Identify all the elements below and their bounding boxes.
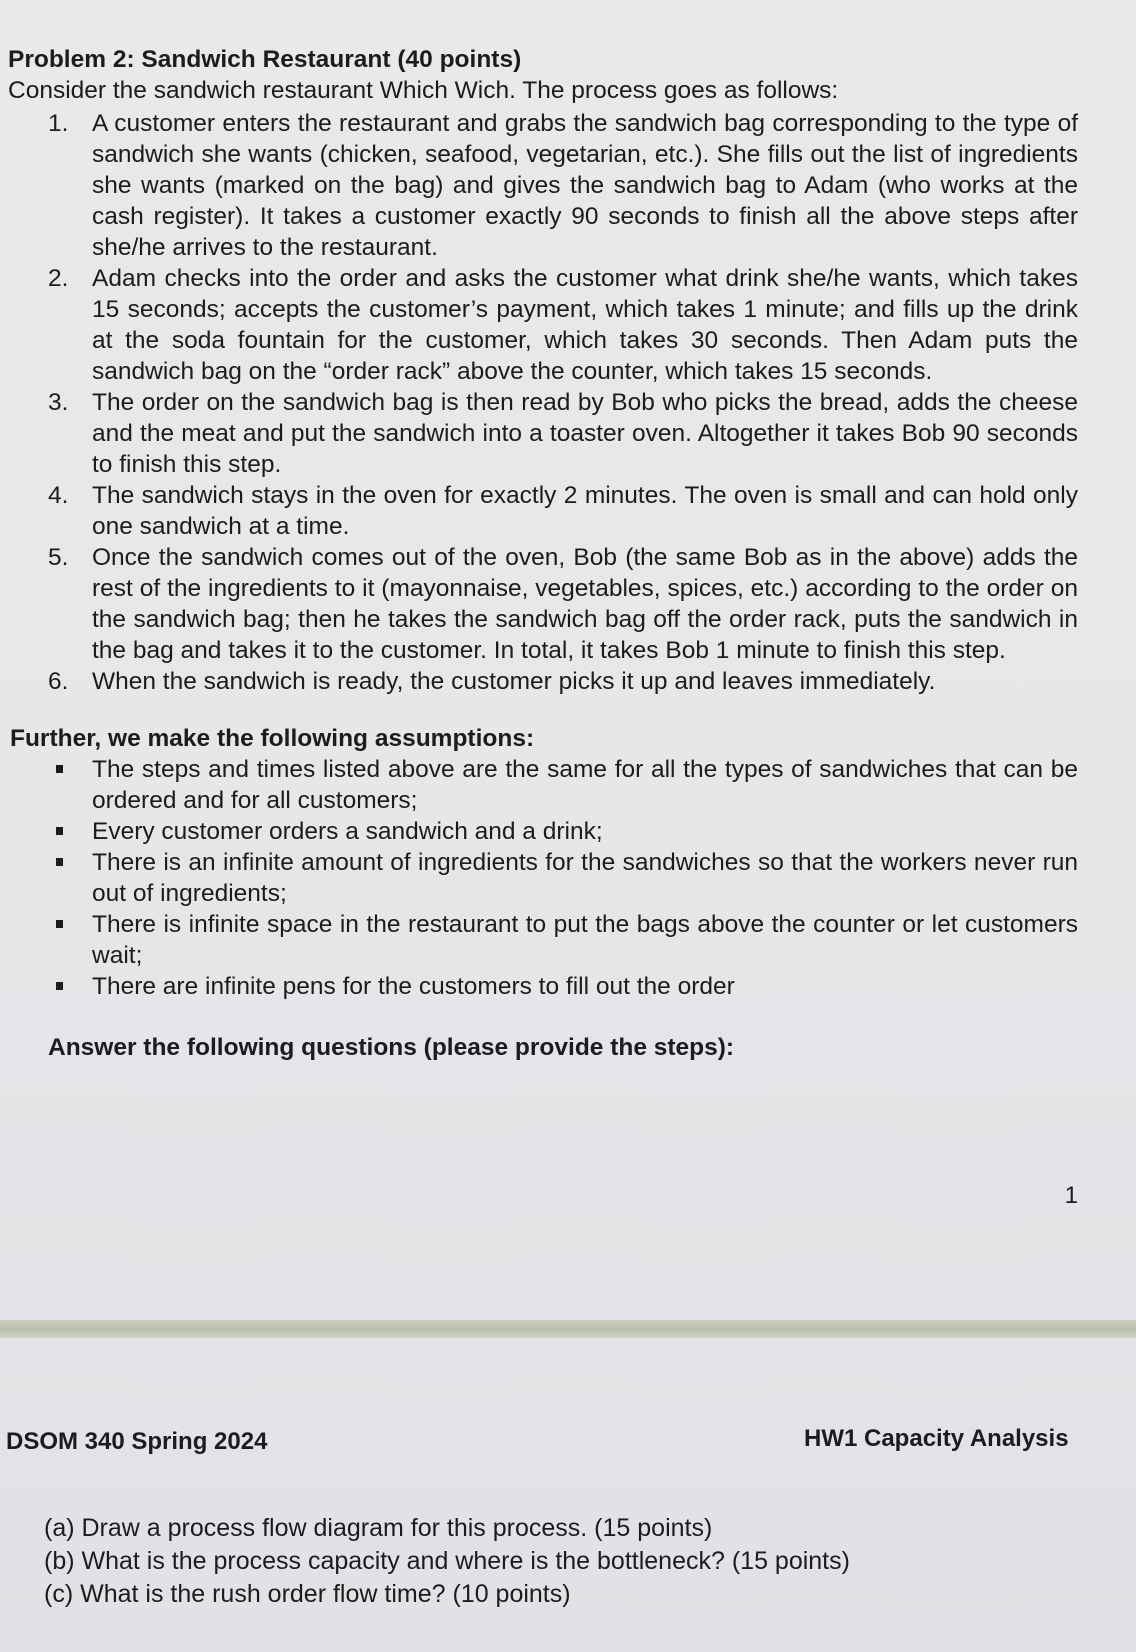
- assumptions-list: [8, 754, 1078, 1002]
- course-header: DSOM 340 Spring 2024: [6, 1428, 268, 1455]
- square-bullet-icon: [56, 858, 63, 866]
- list-item: [8, 666, 1078, 697]
- list-item: [8, 971, 1078, 1002]
- assumption-text: Every customer orders a sandwich and a drink;: [92, 818, 603, 845]
- step-number: 5.: [48, 544, 69, 571]
- step-number: 4.: [48, 482, 69, 509]
- step-number: 2.: [48, 265, 69, 292]
- question-b: (b) What is the process capacity and where is the bottleneck? (15 points): [44, 1547, 850, 1575]
- step-text: When the sandwich is ready, the customer picks it up and leaves immediately.: [92, 668, 936, 695]
- problem-title: Problem 2: Sandwich Restaurant (40 points): [8, 46, 522, 73]
- assignment-header: HW1 Capacity Analysis: [804, 1425, 1069, 1452]
- step-text: The sandwich stays in the oven for exactly 2 minutes. The oven is small and can hold only one sandwich at a time.: [92, 482, 1078, 540]
- assumption-text: There is infinite space in the restaurant to put the bags above the counter or let customers wait;: [92, 911, 1078, 969]
- step-text: Adam checks into the order and asks the customer what drink she/he wants, which takes 15 seconds; accepts the customer’s payment, which takes 1 minute; and fills up the drink at the soda fountain for the customer, which takes 30 seconds. Then Adam puts the sandwich bag on the “order rack” above the counter, which takes 15 seconds.: [92, 265, 1078, 385]
- list-item: [8, 847, 1078, 909]
- list-item: [8, 542, 1078, 666]
- process-steps-list: [8, 108, 1078, 697]
- square-bullet-icon: [56, 765, 63, 773]
- list-item: [8, 480, 1078, 542]
- list-item: [8, 108, 1078, 263]
- assumptions-heading: Further, we make the following assumptions:: [10, 725, 535, 752]
- list-item: [8, 816, 1078, 847]
- question-c: (c) What is the rush order flow time? (10 points): [44, 1580, 571, 1608]
- page-number: 1: [1064, 1182, 1078, 1209]
- step-text: Once the sandwich comes out of the oven, Bob (the same Bob as in the above) adds the rest of the ingredients to it (mayonnaise, vegetables, spices, etc.) according to the order on the sandwich bag; then he takes the sandwich bag off the order rack, puts the sandwich in the bag and takes it to the customer. In total, it takes Bob 1 minute to finish this step.: [92, 544, 1078, 664]
- step-number: 3.: [48, 389, 69, 416]
- step-number: 6.: [48, 668, 69, 695]
- questions-list: [44, 1512, 850, 1611]
- step-number: 1.: [48, 110, 69, 137]
- square-bullet-icon: [56, 827, 63, 835]
- step-text: The order on the sandwich bag is then read by Bob who picks the bread, adds the cheese and the meat and put the sandwich into a toaster oven. Altogether it takes Bob 90 seconds to finish this step.: [92, 389, 1078, 478]
- question-a: (a) Draw a process flow diagram for this process. (15 points): [44, 1514, 713, 1542]
- assumption-text: There are infinite pens for the customers to fill out the order: [92, 973, 735, 1000]
- square-bullet-icon: [56, 920, 63, 928]
- list-item: [8, 909, 1078, 971]
- list-item: [8, 387, 1078, 480]
- problem-section: [8, 44, 1078, 1063]
- assumption-text: The steps and times listed above are the same for all the types of sandwiches that can be ordered and for all customers;: [92, 756, 1078, 814]
- step-text: A customer enters the restaurant and grabs the sandwich bag corresponding to the type of sandwich she wants (chicken, seafood, vegetarian, etc.). She fills out the list of ingredients she wants (marked on the bag) and gives the sandwich bag to Adam (who works at the cash register). It takes a customer exactly 90 seconds to finish all the above steps after she/he arrives to the restaurant.: [92, 110, 1078, 261]
- problem-intro: Consider the sandwich restaurant Which Wich. The process goes as follows:: [8, 77, 839, 104]
- square-bullet-icon: [56, 982, 63, 990]
- answer-heading: Answer the following questions (please provide the steps):: [48, 1034, 735, 1061]
- list-item: [8, 263, 1078, 387]
- list-item: [8, 754, 1078, 816]
- assumption-text: There is an infinite amount of ingredients for the sandwiches so that the workers never run out of ingredients;: [92, 849, 1078, 907]
- page-divider: [0, 1320, 1136, 1338]
